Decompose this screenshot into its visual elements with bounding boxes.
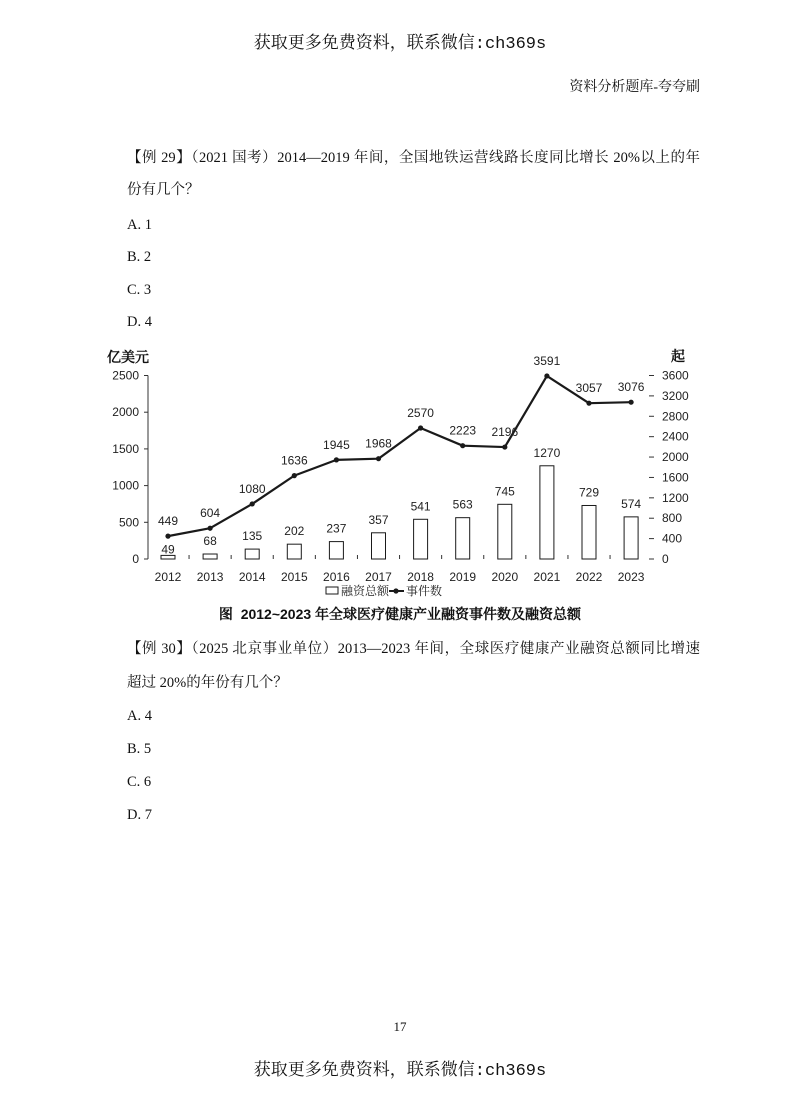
bar-2015 bbox=[287, 544, 301, 559]
left-y-tick-label-1500: 1500 bbox=[112, 441, 139, 456]
line-value-label-2017: 1968 bbox=[365, 436, 392, 451]
line-point-2016 bbox=[334, 457, 339, 462]
x-tick-label-2014: 2014 bbox=[238, 570, 266, 584]
bar-2017 bbox=[372, 533, 386, 559]
bar-value-label-2015: 202 bbox=[284, 524, 305, 539]
x-tick-label-2016: 2016 bbox=[323, 570, 350, 584]
line-point-2020 bbox=[502, 444, 507, 449]
bar-2016 bbox=[329, 542, 343, 559]
bar-2022 bbox=[582, 505, 596, 559]
right-y-tick-label-2000: 2000 bbox=[662, 450, 689, 465]
bar-value-label-2012: 49 bbox=[161, 542, 175, 557]
line-value-label-2012: 449 bbox=[157, 514, 179, 529]
bar-2021 bbox=[540, 466, 554, 559]
x-tick-label-2015: 2015 bbox=[280, 570, 308, 584]
bar-2013 bbox=[203, 554, 217, 559]
right-y-tick-label-1200: 1200 bbox=[662, 490, 689, 505]
bar-value-label-2016: 237 bbox=[326, 521, 347, 536]
line-point-2014 bbox=[250, 501, 255, 506]
line-point-2019 bbox=[460, 443, 465, 448]
line-value-label-2013: 604 bbox=[200, 506, 221, 521]
line-point-2017 bbox=[376, 456, 381, 461]
line-point-2022 bbox=[586, 401, 591, 406]
bar-2020 bbox=[498, 504, 512, 559]
line-point-2013 bbox=[208, 526, 213, 531]
x-tick-label-2017: 2017 bbox=[365, 570, 392, 584]
left-y-tick-label-1000: 1000 bbox=[112, 478, 139, 493]
question-29-option-a: A. 1 bbox=[127, 217, 152, 233]
x-tick-label-2020: 2020 bbox=[491, 570, 519, 584]
line-point-2015 bbox=[292, 473, 297, 478]
right-y-tick-label-3600: 3600 bbox=[662, 368, 689, 383]
question-29-option-c: C. 3 bbox=[127, 282, 152, 298]
question-29-stem-line-2: 份有几个？ bbox=[127, 182, 200, 198]
bar-value-label-2019: 563 bbox=[452, 497, 473, 512]
question-29-stem-line-1: 【例 29】（2021 国考）2014—2019 年间，全国地铁运营线路长度同比增长 20%以上的年 bbox=[127, 150, 700, 166]
bar-2023 bbox=[624, 517, 638, 559]
right-y-tick-label-800: 800 bbox=[662, 511, 683, 526]
line-value-label-2018: 2570 bbox=[407, 406, 434, 421]
header-subtitle: 资料分析题库-夸夸刷 bbox=[569, 80, 700, 95]
legend-label-funding-total: 融资总额 bbox=[341, 584, 390, 598]
left-y-tick-label-500: 500 bbox=[118, 515, 139, 530]
legend-label-event-count: 事件数 bbox=[406, 584, 443, 598]
right-y-tick-label-2800: 2800 bbox=[662, 409, 689, 424]
legend-line-marker bbox=[393, 588, 398, 593]
line-value-label-2022: 3057 bbox=[575, 381, 603, 396]
bar-value-label-2020: 745 bbox=[494, 484, 515, 499]
bar-value-label-2021: 1270 bbox=[533, 445, 561, 460]
line-value-label-2014: 1080 bbox=[238, 481, 266, 496]
x-tick-label-2013: 2013 bbox=[196, 570, 224, 584]
line-value-label-2019: 2223 bbox=[449, 423, 477, 438]
footer-banner: 获取更多免费资料，联系微信:ch369s bbox=[253, 1062, 547, 1081]
right-axis-title: 起 bbox=[671, 348, 685, 364]
line-value-label-2021: 3591 bbox=[533, 353, 561, 368]
funding-combo-chart bbox=[0, 340, 800, 602]
right-y-tick-label-2400: 2400 bbox=[662, 429, 689, 444]
line-value-label-2015: 1636 bbox=[280, 453, 308, 468]
x-tick-label-2018: 2018 bbox=[407, 570, 434, 584]
bar-value-label-2022: 729 bbox=[578, 485, 600, 500]
bar-2014 bbox=[245, 549, 259, 559]
right-y-tick-label-1600: 1600 bbox=[662, 470, 689, 485]
line-value-label-2020: 2196 bbox=[491, 425, 519, 440]
question-30-option-c: C. 6 bbox=[127, 774, 152, 790]
chart-caption: 图 2012~2023 年全球医疗健康产业融资事件数及融资总额 bbox=[218, 606, 582, 622]
line-point-2021 bbox=[544, 373, 549, 378]
x-tick-label-2023: 2023 bbox=[617, 570, 645, 584]
right-y-tick-label-0: 0 bbox=[662, 552, 669, 566]
x-tick-label-2019: 2019 bbox=[449, 570, 477, 584]
bar-2019 bbox=[456, 518, 470, 559]
x-tick-label-2021: 2021 bbox=[533, 570, 561, 584]
question-30-stem-line-2: 超过 20%的年份有几个？ bbox=[127, 675, 288, 691]
question-30-option-d: D. 7 bbox=[127, 807, 152, 823]
question-30-option-b: B. 5 bbox=[127, 741, 152, 757]
header-banner: 获取更多免费资料，联系微信:ch369s bbox=[253, 35, 547, 54]
x-tick-label-2022: 2022 bbox=[575, 570, 603, 584]
bar-2018 bbox=[414, 519, 428, 559]
line-value-label-2016: 1945 bbox=[323, 437, 350, 452]
line-point-2012 bbox=[165, 534, 170, 539]
line-point-2018 bbox=[418, 425, 423, 430]
legend-bar-swatch bbox=[326, 587, 338, 594]
line-point-2023 bbox=[629, 400, 634, 405]
bar-value-label-2013: 68 bbox=[203, 534, 217, 549]
page-number: 17 bbox=[393, 1019, 407, 1034]
left-y-tick-label-2000: 2000 bbox=[112, 405, 139, 420]
bar-value-label-2023: 574 bbox=[621, 496, 642, 511]
left-y-tick-label-2500: 2500 bbox=[112, 368, 139, 383]
question-29-option-d: D. 4 bbox=[127, 314, 152, 330]
question-30-option-a: A. 4 bbox=[127, 708, 152, 724]
x-tick-label-2012: 2012 bbox=[154, 570, 182, 584]
question-30-stem-line-1: 【例 30】（2025 北京事业单位）2013—2023 年间，全球医疗健康产业融资总额同比增速 bbox=[127, 641, 700, 657]
question-29-option-b: B. 2 bbox=[127, 249, 152, 265]
line-value-label-2023: 3076 bbox=[617, 380, 645, 395]
bar-value-label-2014: 135 bbox=[242, 529, 263, 544]
right-y-tick-label-3200: 3200 bbox=[662, 388, 689, 403]
right-y-tick-label-400: 400 bbox=[662, 531, 683, 546]
left-axis-title: 亿美元 bbox=[107, 349, 149, 365]
left-y-tick-label-0: 0 bbox=[132, 552, 139, 566]
bar-value-label-2018: 541 bbox=[410, 499, 431, 514]
bar-value-label-2017: 357 bbox=[368, 512, 389, 527]
